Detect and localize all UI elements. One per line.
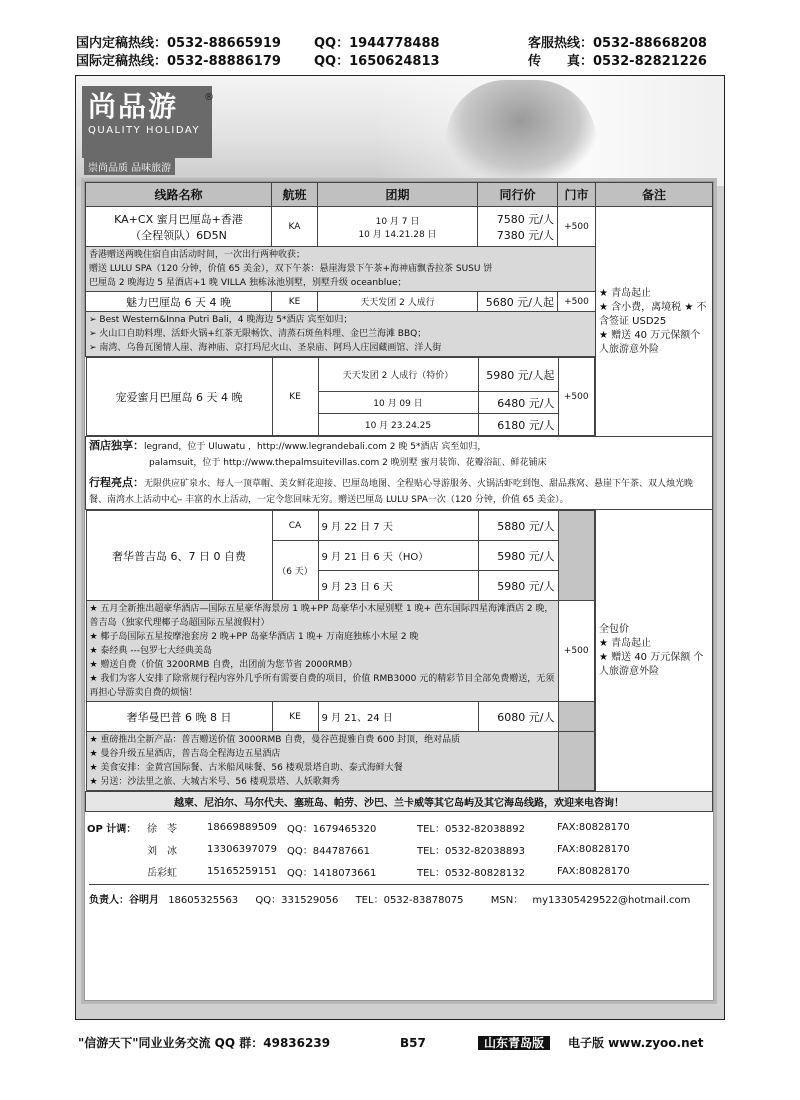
contact-list: [85, 816, 713, 882]
col-route: 线路名称: [86, 183, 272, 207]
route-notes: ★ 重磅推出全新产品：普吉赠送价值 3000RMB 自费，曼谷芭提雅自费 600 封顶，绝对品质 ★ 曼谷升级五星酒店，普吉岛全程海边五星酒店 ★ 美食安排：金黄宫国际餐、古米船风味餐、56 楼观景塔自助、泰式海鲜大餐 ★ 另送：沙法里之旅、大城古米号、56 楼观景塔、人妖歌舞秀: [86, 732, 558, 791]
contact-row: 刘 冰 13306397079 QQ：844787661 TEL：0532-82038893 FAX:80828170: [147, 843, 630, 857]
intl-qq: QQ：1650624813: [314, 54, 440, 69]
brand-slogan: 崇尚品质 品味旅游: [84, 158, 175, 175]
couple-photo: [446, 80, 596, 182]
brand-logo: 尚品游 QUALITY HOLIDAY ®: [82, 86, 212, 158]
route-name: KA+CX 蜜月巴厘岛+香港 （全程领队）6D5N: [86, 207, 272, 247]
qq-group: "信游天下"同业业务交流 QQ 群：49836239: [78, 1036, 331, 1050]
col-date: 团期: [318, 183, 478, 207]
banner: [76, 76, 724, 186]
col-price: 同行价: [478, 183, 558, 207]
route-notes: 香港赠送两晚住宿自由活动时间，一次出行两种收获； 赠送 LULU SPA（120 分钟，价值 65 美金），双下午茶：悬崖海景下午茶+海神庙飘香拉茶 SUSU 饼 巴厘岛 2 晚海边 5 星酒店+1 晚 VILLA 独栋泳池别墅，别墅升级 oceanblue；: [86, 247, 596, 292]
domestic-qq: QQ：1944778488: [314, 36, 440, 51]
contact-row: OP 计调： 徐 苓 18669889509 QQ：1679465320 TEL：0532-82038892 FAX:80828170: [87, 821, 630, 835]
route-notes: ➢ Best Western&Inna Putri Bali，4 晚海边 5*酒店 宾至如归； ➢ 火山口自助料理、活虾火锅+红茶无限畅饮、清蒸石斑鱼料理、金巴兰海滩 BBQ； ➢ 南湾、乌鲁瓦图情人崖、海神庙、京打玛尼火山、圣泉庙、阿玛人庄园藏画馆、洋人街: [86, 312, 596, 357]
domestic-hotline: 国内定稿热线：0532-88665919: [76, 36, 281, 51]
route-sheet: [84, 181, 714, 1001]
route-notes: ★ 五月全新推出超豪华酒店—国际五星豪华海景房 1 晚+PP 岛豪华小木屋别墅 1 晚+ 芭东国际四星海滩酒店 2 晚，普吉岛（独家代理椰子岛超国际五星渡假村） ★ 椰子岛国际五星按摩池套房 2 晚+PP 岛豪华酒店 1 晚+ 万南庭独栋小木屋 2 晚 ★ 泰经典 ---包罗七大经典美岛 ★ 赠送自费（价值 3200RMB 自费，出团前为您节省 2000RMB） ★ 我们为客人安排了除常规行程内容外几乎所有需要自费的项目，价值 RMB3000 元的精彩节目全部免费赠送，无须再担心导游卖自费的烦恼！: [86, 601, 558, 702]
website: 电子版 www.zyoo.net: [568, 1036, 704, 1050]
col-flight: 航班: [272, 183, 318, 207]
route-table: 线路名称 航班 团期 同行价 门市 备注 KA+CX 蜜月巴厘岛+香港 （全程领队）6D5N KA 10 月 7 日 10 月 14.21.28 日 7580 元/人 7380 元/人 +500 ★ 青岛起止 ★ 含小费，离境税 ★ 不含签证 USD25 ★ 赠送 40 万元保额个人旅游意外险 香港赠送两晚住宿自由活动时间，一次出行两种收获； 赠送 LULU SPA（120 分钟，价值 65 美金），双下午茶：悬崖海景下午茶+海神庙飘香拉茶 SUSU 饼 巴厘岛 2 晚海边 5 星酒店+1 晚 VILLA 独栋泳池别墅，别墅升级 oceanblue； 魅力巴厘岛 6 天 4 晚 KE 天天发团 2 人成行 5680 元/人起 +500 ➢ Best Western&Inna Putri Bali，4 晚海边 5*酒店 宾至如归； ➢ 火山口自助料理、活虾火锅+红茶无限畅饮、清蒸石斑鱼料理、金巴兰海滩 BBQ； ➢ 南湾、乌鲁瓦图情人崖、海神庙、京打玛尼火山、圣泉庙、阿玛人庄园藏画馆、洋人街 宠爱蜜月巴厘岛 6 天 4 晚 KE 天天发团 2 人成行（特价） 5980 元/人起 +500 10 月 09 日 6480 元/人 10 月 23.24.25 6180 元/人 酒店独享：legrand，位于 Uluwatu ，http://www.legrandebali.com 2 晚 5*酒店 宾至如归， palamsuit，位于 http://www.thepalmsuitevillas.com 2 晚别墅 蜜月装饰、花瓣浴缸、鲜花铺床 行程亮点：无限供应矿泉水、每人一顶草帽、美女鲜花迎接、巴厘岛地图、全程贴心导游服务、火锅活虾吃到饱、甜品燕窝、悬崖下午茶、双人烛光晚餐、南湾水上活动中心- 丰富的水上活动，一定令您回味无穷。赠送巴厘岛 LULU SPA一次（120 分钟，价值 65 美金）。 奢华普吉岛 6、7 日 0 自费 CA 9 月 22 日 7 天 5880 元/人 （6 天） 9 月 21 日 6 天（HO） 5980 元/人 9 月 23 日 6 天 5980 元/人 ★ 五月全新推出超豪华酒店—国际五星豪华海景房 1 晚+PP 岛豪华小木屋别墅 1 晚+ 芭东国际四星海滩酒店 2 晚，普吉岛（独家代理椰子岛超国际五星渡假村） ★ 椰子岛国际五星按摩池套房 2 晚+PP 岛豪华酒店 1 晚+ 万南庭独栋小木屋 2 晚 ★ 泰经典 ---包罗七大经典美岛 ★ 赠送自费（价值 3200RMB 自费，出团前为您节省 2000RMB） ★ 我们为客人安排了除常规行程内容外几乎所有需要自费的项目，价值 RMB3000 元的精彩节目全部免费赠送，无须再担心导游卖自费的烦恼！ +500 奢华曼巴普 6 晚 8 日 KE 9 月 21、24 日 6080 元/人 ★ 重磅推出全新产品：普吉赠送价值 3000RMB 自费，曼谷芭提雅自费 600 封顶，绝对品质 ★ 曼谷升级五星酒店，普吉岛全程海边五星酒店 ★ 美食安排：金黄宫国际餐、古米船风味餐、56 楼观景塔自助、泰式海鲜大餐 ★ 另送：沙法里之旅、大城古米号、56 楼观景塔、人妖歌舞秀 全包价 ★ 青岛起止 ★ 赠送 40 万元保额 个人旅游意外险 越柬、尼泊尔、马尔代夫、塞班岛、帕劳、沙巴、兰卡威等其它岛屿及其它海岛线路，欢迎来电咨询！: [85, 182, 713, 812]
edition-badge: 山东青岛版: [478, 1032, 550, 1054]
remarks-cell: 全包价 ★ 青岛起止 ★ 赠送 40 万元保额 个人旅游意外险: [596, 510, 713, 792]
service-hotline: 客服热线：0532-88668208: [528, 36, 707, 51]
fax-line: 传 真：0532-82821226: [528, 54, 707, 69]
other-routes: 越柬、尼泊尔、马尔代夫、塞班岛、帕劳、沙巴、兰卡威等其它岛屿及其它海岛线路，欢迎来电咨询！: [86, 792, 713, 812]
manager-line: 负责人：谷明月 18605325563 QQ：331529056 TEL：0532-83878075 MSN： my13305429522@hotmail.com: [89, 884, 709, 906]
page-number: B57: [400, 1036, 426, 1050]
remarks-cell: ★ 青岛起止 ★ 含小费，离境税 ★ 不含签证 USD25 ★ 赠送 40 万元保额个人旅游意外险: [596, 207, 713, 437]
col-remark: 备注: [596, 183, 713, 207]
ad-frame: [75, 75, 725, 1020]
hotel-highlights: 酒店独享：legrand，位于 Uluwatu ，http://www.legrandebali.com 2 晚 5*酒店 宾至如归， palamsuit，位于 http://www.thepalmsuitevillas.com 2 晚别墅 蜜月装饰、花瓣浴缸、鲜花铺床 行程亮点：无限供应矿泉水、每人一顶草帽、美女鲜花迎接、巴厘岛地图、全程贴心导游服务、火锅活虾吃到饱、甜品燕窝、悬崖下午茶、双人烛光晚餐、南湾水上活动中心- 丰富的水上活动，一定令您回味无穷。赠送巴厘岛 LULU SPA一次（120 分钟，价值 65 美金）。: [86, 437, 713, 510]
col-retail: 门市: [558, 183, 596, 207]
intl-hotline: 国际定稿热线：0532-88886179: [76, 54, 281, 69]
contact-row: 岳彩虹 15165259151 QQ：1418073661 TEL：0532-80828132 FAX:80828170: [147, 865, 630, 879]
